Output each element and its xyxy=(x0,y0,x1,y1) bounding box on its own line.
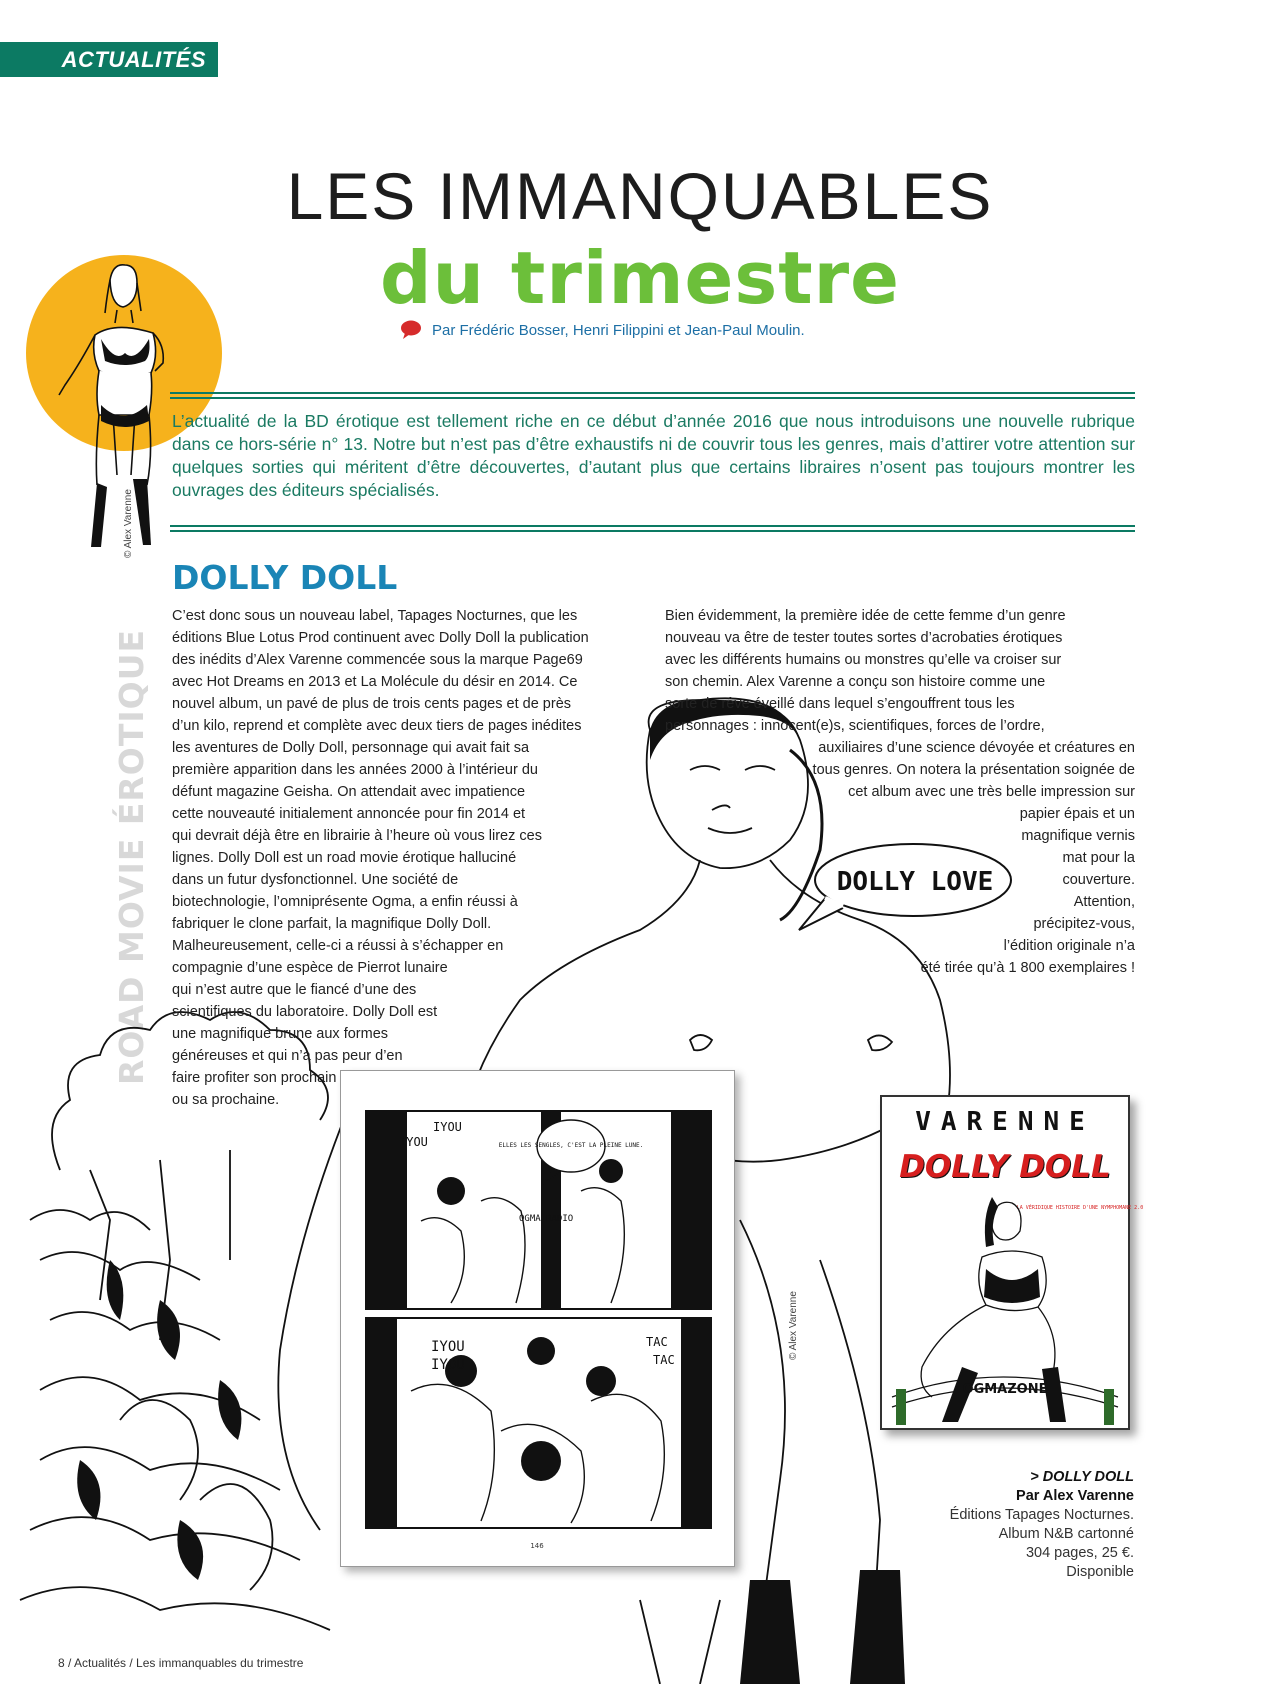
sfx-text: TAC xyxy=(653,1353,675,1367)
left-line: nouvel album, un pavé de plus de trois cents pages et de près xyxy=(172,696,572,712)
article-left-column xyxy=(172,605,642,1111)
left-line: cette nouveauté initialement annoncée pour fin 2014 et xyxy=(172,806,526,822)
byline xyxy=(400,320,805,340)
page-number: 146 xyxy=(530,1542,544,1550)
copyright-credit-mid: © Alex Varenne xyxy=(788,1291,799,1360)
left-line: qui n’est autre que le fiancé d’une des xyxy=(172,982,417,998)
right-line: couverture. xyxy=(1062,872,1135,888)
sfx-text: ELLES LES SENGLES, C'EST LA PLEINE LUNE. xyxy=(498,1142,644,1149)
article-right-column xyxy=(665,605,1135,979)
book-info-publisher: Éditions Tapages Nocturnes. xyxy=(949,1507,1134,1523)
bubble-text: DOLLY LOVE xyxy=(836,867,994,897)
left-line: une magnifique brune aux formes xyxy=(172,1026,389,1042)
cover-title: DOLLY DOLL xyxy=(899,1149,1111,1185)
left-line: lignes. Dolly Doll est un road movie érotique halluciné xyxy=(172,850,517,866)
sfx-text: IYOU xyxy=(433,1120,462,1134)
left-line: éditions Blue Lotus Prod continuent avec Dolly Doll la publication xyxy=(172,630,589,646)
left-line: les aventures de Dolly Doll, personnage qui avait fait sa xyxy=(172,740,530,756)
left-line: dans un futur dysfonctionnel. Une société de xyxy=(172,872,459,888)
right-line: papier épais et un xyxy=(1019,806,1135,822)
left-line: défunt magazine Geisha. On attendait avec impatience xyxy=(172,784,526,800)
left-line: faire profiter son prochain xyxy=(172,1070,337,1086)
book-info-pages-price: 304 pages, 25 €. xyxy=(1025,1545,1134,1561)
book-cover xyxy=(880,1095,1144,1430)
left-line: Malheureusement, celle-ci a réussi à s’échapper en xyxy=(172,938,504,954)
cover-sign: OGMAZONE xyxy=(962,1382,1048,1397)
page-subtitle: du trimestre xyxy=(380,236,900,320)
right-line: Attention, xyxy=(1073,894,1135,910)
intro-paragraph: L’actualité de la BD érotique est tellement riche en ce début d’année 2016 que nous introduisons une nouvelle rubrique dans ce hors-série n° 13. Notre but n’est pas d’être exhaustifs ni de couvrir tous les genres, mais d’attirer votre attention sur quelques sorties qui méritent d’être découvertes, d’autant plus que certains libraires n’osent pas toujours montrer les ouvrages des éditeurs spécialisés. xyxy=(172,411,1135,500)
right-line: précipitez-vous, xyxy=(1033,916,1135,932)
speech-bubble-icon xyxy=(400,320,422,340)
left-line: avec Hot Dreams en 2013 et La Molécule du désir en 2014. Ce xyxy=(172,674,578,690)
book-info-author: Par Alex Varenne xyxy=(1016,1488,1134,1504)
copyright-credit-top: © Alex Varenne xyxy=(123,489,134,558)
right-line: tous genres. On notera la présentation soignée de xyxy=(812,762,1135,778)
divider-top xyxy=(170,392,1135,399)
cover-tagline: LA VÉRIDIQUE HISTOIRE D'UNE NYMPHOMANE 2.0 xyxy=(1016,1205,1144,1211)
right-line: sorte de rêve éveillé dans lequel s’engouffrent tous les xyxy=(665,696,1015,712)
book-info-availability: Disponible xyxy=(1066,1564,1134,1580)
book-info-format: Album N&B cartonné xyxy=(998,1526,1134,1542)
book-info xyxy=(950,1468,1134,1582)
right-line: magnifique vernis xyxy=(1021,828,1135,844)
page-footer: 8 / Actualités / Les immanquables du trimestre xyxy=(58,1656,304,1670)
left-line: scientifiques du laboratoire. Dolly Doll est xyxy=(172,1004,438,1020)
sfx-text: IYOU xyxy=(431,1357,465,1373)
sfx-text: IYOU xyxy=(431,1339,465,1355)
left-line: première apparition dans les années 2000 à l’intérieur du xyxy=(172,762,538,778)
comic-page xyxy=(340,1070,735,1567)
article-title: DOLLY DOLL xyxy=(172,558,398,597)
side-label: ROAD MOVIE ÉROTIQUE xyxy=(112,628,151,1085)
right-line: auxiliaires d’une science dévoyée et créatures en xyxy=(818,740,1135,756)
left-line: ou sa prochaine. xyxy=(172,1092,280,1108)
left-line: des inédits d’Alex Varenne commencée sous la marque Page69 xyxy=(172,652,583,668)
right-line: son chemin. Alex Varenne a conçu son histoire comme une xyxy=(665,674,1046,690)
left-line: généreuses et qui n’a pas peur d’en xyxy=(172,1048,403,1064)
left-line: d’un kilo, reprend et complète avec deux tiers de pages inédites xyxy=(172,718,582,734)
right-line: mat pour la xyxy=(1062,850,1135,866)
left-line: C’est donc sous un nouveau label, Tapages Nocturnes, que les xyxy=(172,608,578,624)
page-title: LES IMMANQUABLES xyxy=(286,159,994,233)
right-line: Bien évidemment, la première idée de cette femme d’un genre xyxy=(665,608,1066,624)
right-line: avec les différents humains ou monstres qu’elle va croiser sur xyxy=(665,652,1062,668)
sfx-text: IYOU xyxy=(399,1135,428,1149)
cover-author: VARENNE xyxy=(915,1107,1095,1137)
right-line: nouveau va être de tester toutes sortes d’acrobaties érotiques xyxy=(665,630,1063,646)
right-line: personnages : innocent(e)s, scientifiques, forces de l’ordre, xyxy=(665,718,1045,734)
pinup-illustration xyxy=(55,255,185,550)
book-info-title: > DOLLY DOLL xyxy=(1030,1469,1134,1485)
right-line: été tirée qu’à 1 800 exemplaires ! xyxy=(920,960,1135,976)
divider-bottom xyxy=(170,525,1135,532)
comic-art xyxy=(341,1071,734,1566)
sfx-text: TAC xyxy=(646,1335,668,1349)
left-line: compagnie d’une espèce de Pierrot lunaire xyxy=(172,960,448,976)
sfx-text: OGMA RADIO xyxy=(519,1214,574,1224)
left-line: qui devrait déjà être en librairie à l’heure où vous lirez ces xyxy=(172,828,542,844)
right-line: cet album avec une très belle impression sur xyxy=(848,784,1135,800)
cover-art xyxy=(882,1197,1144,1428)
section-tag: ACTUALITÉS xyxy=(0,42,218,77)
byline-text: Par Frédéric Bosser, Henri Filippini et Jean-Paul Moulin. xyxy=(432,321,805,339)
right-line: l’édition originale n’a xyxy=(1003,938,1135,954)
left-line: biotechnologie, l’omniprésente Ogma, a enfin réussi à xyxy=(172,894,518,910)
left-line: fabriquer le clone parfait, la magnifique Dolly Doll. xyxy=(172,916,492,932)
